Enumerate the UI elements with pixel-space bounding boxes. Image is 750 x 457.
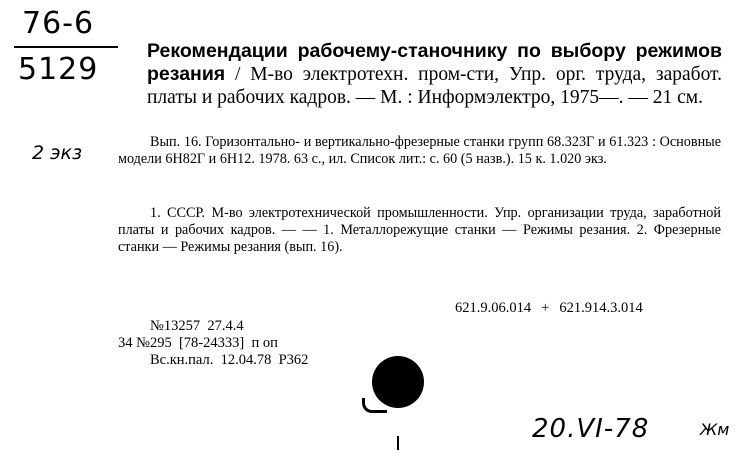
tech-line-3: Вс.кн.пал. 12.04.78 Р362 (150, 352, 309, 368)
title-main: Рекомендации рабочему-станочнику по выбору режимов резания (147, 40, 722, 85)
copies-note: 2 экз (32, 142, 83, 164)
tech-line-2 (118, 335, 308, 352)
udc-classification (455, 300, 721, 317)
title-statement (147, 40, 722, 109)
call-number-top: 76-6 (22, 6, 95, 41)
handwritten-date: 20.VI-78 (532, 414, 650, 444)
tech-line-1: №13257 27.4.4 (150, 318, 244, 334)
punch-hole-tail (362, 398, 387, 413)
issue-description: Вып. 16. Горизонтально- и вертикально-фрезерные станки групп 68.323Г и 61.323 : Основные модели 6Н82Г и 6Н12. 1978. 63 с., ил. Список лит.: с. 60 (5 назв.). 15 к. 1.020 экз. (118, 134, 721, 167)
bottom-tick-mark (397, 436, 399, 450)
call-number-bottom: 5129 (18, 52, 99, 87)
call-number-rule (14, 46, 118, 48)
udc-plus: + (541, 300, 550, 316)
handwritten-initials: Жм (700, 420, 730, 439)
udc-right: 621.914.3.014 (559, 300, 643, 316)
udc-left: 621.9.06.014 (455, 300, 532, 316)
title-responsibility: / М-во электротехн. пром-сти, Упр. орг. труда, заработ. платы и рабочих кадров. — М. : Информэлектро, 1975—. — 21 см. (147, 64, 722, 108)
subject-headings: 1. СССР. М-во электротехнической промышленности. Упр. организации труда, заработной платы и рабочих кадров. — — 1. Металлорежущие станки — Режимы резания. 2. Фрезерные станки — Режимы резания (вып. 16). (118, 205, 721, 255)
tech-line-2-text: №295 [78-24333] п оп (136, 335, 278, 351)
tech-line-2-prefix: 34 (118, 335, 133, 351)
technical-imprint (118, 318, 308, 369)
